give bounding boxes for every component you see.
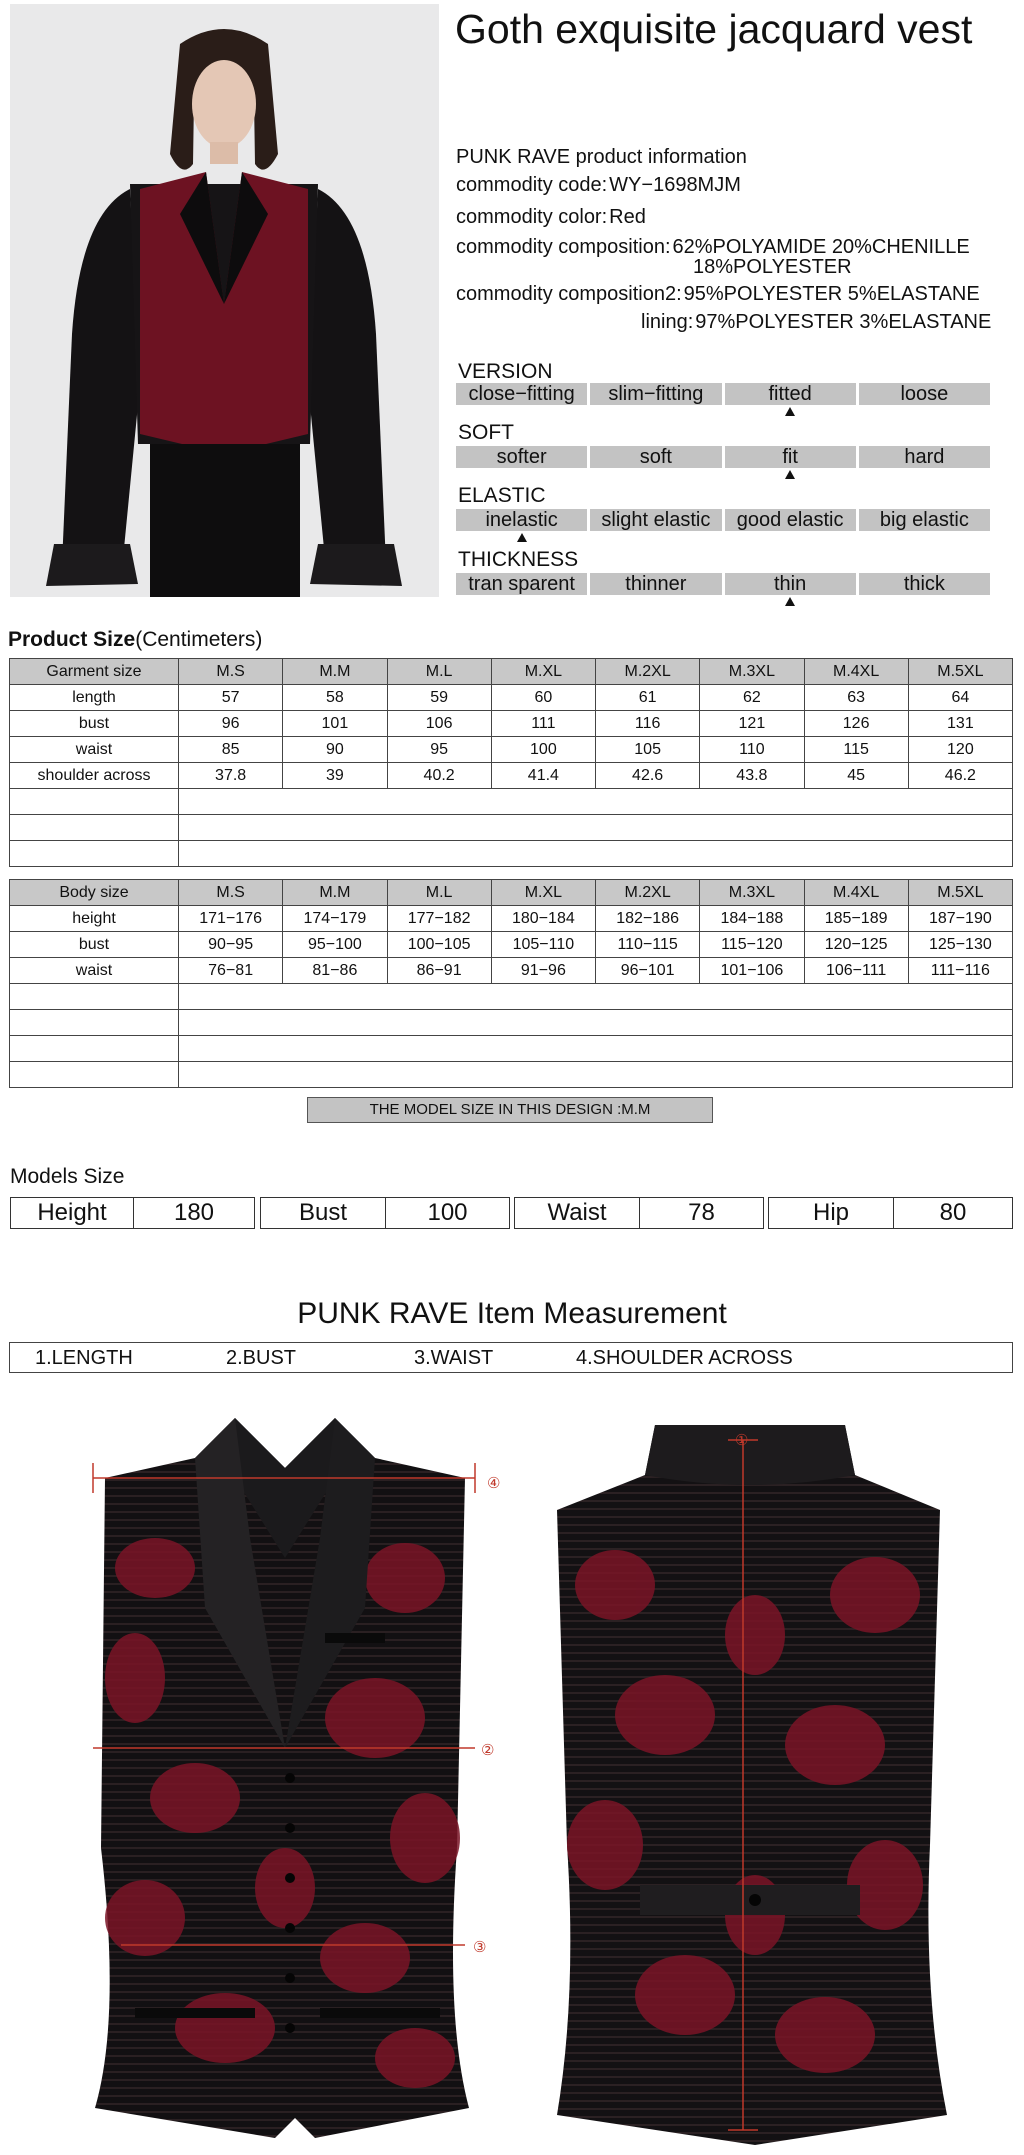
info-heading: PUNK RAVE product information <box>456 146 747 168</box>
table-cell: 177−182 <box>387 906 491 932</box>
table-cell: 64 <box>908 685 1012 711</box>
table-cell: 101−106 <box>700 958 804 984</box>
attr-option: fit <box>725 446 856 468</box>
table-cell: height <box>10 906 179 932</box>
table-cell: M.M <box>283 659 387 685</box>
table-row-empty <box>10 984 1013 1010</box>
table-cell: M.2XL <box>596 880 700 906</box>
info-value: Red <box>609 206 646 228</box>
measurement-item: 1.LENGTH <box>35 1347 133 1369</box>
table-cell: M.XL <box>491 659 595 685</box>
attr-option: soft <box>590 446 721 468</box>
table-cell: M.S <box>179 880 283 906</box>
table-cell: 120−125 <box>804 932 908 958</box>
selected-marker-icon <box>517 533 527 542</box>
table-cell: 106 <box>387 711 491 737</box>
measure-marker-1: ① <box>735 1432 749 1449</box>
table-row <box>10 958 1013 984</box>
info-label: lining: <box>641 311 694 333</box>
measure-marker-3: ③ <box>473 1939 487 1956</box>
table-cell: 111 <box>491 711 595 737</box>
table-cell: 106−111 <box>804 958 908 984</box>
table-cell <box>10 1036 179 1062</box>
table-cell: 43.8 <box>700 763 804 789</box>
attr-option: hard <box>859 446 990 468</box>
table-cell: 187−190 <box>908 906 1012 932</box>
table-cell: 126 <box>804 711 908 737</box>
vest-back-image <box>545 1415 955 2150</box>
measurement-item: 3.WAIST <box>414 1347 494 1369</box>
attr-option: loose <box>859 383 990 405</box>
attr-option: fitted <box>725 383 856 405</box>
attr-version-row <box>456 383 990 405</box>
info-commodity-composition-cont: 18%POLYESTER <box>693 256 852 278</box>
table-row <box>10 932 1013 958</box>
table-cell: bust <box>10 932 179 958</box>
info-value: 95%POLYESTER 5%ELASTANE <box>683 283 980 305</box>
table-cell: shoulder across <box>10 763 179 789</box>
table-cell: 62 <box>700 685 804 711</box>
table-cell: 184−188 <box>700 906 804 932</box>
table-cell: 61 <box>596 685 700 711</box>
selected-marker-icon <box>785 407 795 416</box>
selected-marker-icon <box>785 470 795 479</box>
measure-marker-4: ④ <box>487 1475 501 1492</box>
table-cell: M.M <box>283 880 387 906</box>
table-cell: M.4XL <box>804 880 908 906</box>
table-row-empty <box>10 841 1013 867</box>
info-value: 62%POLYAMIDE 20%CHENILLE <box>672 236 970 258</box>
models-size-label: Waist <box>515 1198 640 1228</box>
info-label: commodity composition2: <box>456 283 682 305</box>
attr-option: slight elastic <box>590 509 721 531</box>
table-cell <box>10 841 179 867</box>
table-row-empty <box>10 1062 1013 1088</box>
table-cell <box>179 984 1013 1010</box>
info-lining <box>641 311 991 334</box>
table-header-row <box>10 880 1013 906</box>
attr-option: big elastic <box>859 509 990 531</box>
table-cell: 121 <box>700 711 804 737</box>
table-cell: 131 <box>908 711 1012 737</box>
table-cell: 171−176 <box>179 906 283 932</box>
table-cell: 115−120 <box>700 932 804 958</box>
measure-marker-2: ② <box>481 1742 495 1759</box>
vest-front-image <box>85 1418 505 2148</box>
table-row-empty <box>10 1036 1013 1062</box>
table-cell: 174−179 <box>283 906 387 932</box>
table-cell: 105−110 <box>491 932 595 958</box>
models-size-heading: Models Size <box>10 1165 125 1188</box>
table-cell <box>10 984 179 1010</box>
table-cell: 86−91 <box>387 958 491 984</box>
attr-version-title: VERSION <box>458 360 553 383</box>
table-row <box>10 685 1013 711</box>
models-size-value: 180 <box>173 1199 215 1226</box>
table-cell: 40.2 <box>387 763 491 789</box>
models-size-label: Height <box>11 1198 134 1228</box>
table-cell: M.5XL <box>908 880 1012 906</box>
table-cell <box>10 1010 179 1036</box>
table-cell: 111−116 <box>908 958 1012 984</box>
attr-option: thinner <box>590 573 721 595</box>
table-cell: 81−86 <box>283 958 387 984</box>
models-size-hip <box>768 1197 1013 1229</box>
table-cell <box>179 1062 1013 1088</box>
attr-thickness-title: THICKNESS <box>458 548 579 571</box>
table-cell: 46.2 <box>908 763 1012 789</box>
table-cell: 90 <box>283 737 387 763</box>
table-cell: 125−130 <box>908 932 1012 958</box>
measurement-legend <box>9 1342 1013 1373</box>
product-size-heading <box>8 628 262 652</box>
table-cell: 115 <box>804 737 908 763</box>
models-size-height <box>10 1197 255 1229</box>
table-cell: 110−115 <box>596 932 700 958</box>
table-cell: bust <box>10 711 179 737</box>
table-header-row <box>10 659 1013 685</box>
table-cell: 60 <box>491 685 595 711</box>
info-label: commodity color: <box>456 206 608 228</box>
table-cell: 100 <box>491 737 595 763</box>
table-cell: 85 <box>179 737 283 763</box>
model-photo <box>10 4 439 597</box>
table-cell: 185−189 <box>804 906 908 932</box>
attr-option: close−fitting <box>456 383 587 405</box>
table-row <box>10 711 1013 737</box>
table-cell: M.L <box>387 880 491 906</box>
info-value: WY−1698MJM <box>609 174 741 196</box>
table-cell: 90−95 <box>179 932 283 958</box>
info-commodity-code <box>456 174 741 197</box>
table-cell: 57 <box>179 685 283 711</box>
attr-option: slim−fitting <box>590 383 721 405</box>
models-size-bust <box>260 1197 510 1229</box>
table-cell: 37.8 <box>179 763 283 789</box>
table-cell <box>179 789 1013 815</box>
table-cell: 105 <box>596 737 700 763</box>
table-cell: 41.4 <box>491 763 595 789</box>
table-row-empty <box>10 815 1013 841</box>
table-cell <box>179 1036 1013 1062</box>
table-cell: 45 <box>804 763 908 789</box>
body-size-table <box>9 879 1013 1088</box>
info-label: commodity code: <box>456 174 608 196</box>
measurement-item: 2.BUST <box>226 1347 297 1369</box>
table-cell: 120 <box>908 737 1012 763</box>
models-size-value: 78 <box>688 1199 715 1226</box>
table-row-empty <box>10 1010 1013 1036</box>
table-cell: M.3XL <box>700 659 804 685</box>
table-cell <box>10 789 179 815</box>
table-cell: 42.6 <box>596 763 700 789</box>
info-commodity-color <box>456 206 646 229</box>
table-cell: 100−105 <box>387 932 491 958</box>
table-cell: 182−186 <box>596 906 700 932</box>
table-cell: 91−96 <box>491 958 595 984</box>
table-cell <box>179 841 1013 867</box>
models-size-label: Bust <box>261 1198 386 1228</box>
product-title: Goth exquisite jacquard vest <box>455 6 973 52</box>
table-cell: 59 <box>387 685 491 711</box>
table-cell: M.2XL <box>596 659 700 685</box>
table-cell: 58 <box>283 685 387 711</box>
table-cell: Body size <box>10 880 179 906</box>
table-row <box>10 906 1013 932</box>
table-cell: M.5XL <box>908 659 1012 685</box>
table-cell: 96 <box>179 711 283 737</box>
table-cell: length <box>10 685 179 711</box>
models-size-value: 100 <box>427 1199 468 1226</box>
table-row <box>10 737 1013 763</box>
table-cell: 63 <box>804 685 908 711</box>
model-size-note: THE MODEL SIZE IN THIS DESIGN :M.M <box>307 1097 713 1123</box>
attr-soft-title: SOFT <box>458 421 514 444</box>
measurement-item: 4.SHOULDER ACROSS <box>576 1347 793 1369</box>
table-cell: M.XL <box>491 880 595 906</box>
attr-option: softer <box>456 446 587 468</box>
attr-elastic-row <box>456 509 990 531</box>
table-cell: 76−81 <box>179 958 283 984</box>
attr-option: tran sparent <box>456 573 587 595</box>
models-size-label: Hip <box>769 1198 894 1228</box>
measurement-title: PUNK RAVE Item Measurement <box>297 1297 727 1330</box>
table-cell <box>10 1062 179 1088</box>
product-size-unit: (Centimeters) <box>135 628 263 651</box>
table-cell: Garment size <box>10 659 179 685</box>
product-size-title: Product Size <box>8 628 136 651</box>
table-cell <box>179 1010 1013 1036</box>
table-cell: waist <box>10 737 179 763</box>
table-cell: 110 <box>700 737 804 763</box>
info-label: commodity composition: <box>456 236 671 258</box>
table-cell: 39 <box>283 763 387 789</box>
table-cell: M.S <box>179 659 283 685</box>
attr-option: inelastic <box>456 509 587 531</box>
table-cell <box>179 815 1013 841</box>
attr-option: good elastic <box>725 509 856 531</box>
attr-thickness-row <box>456 573 990 595</box>
table-cell: 116 <box>596 711 700 737</box>
models-size-waist <box>514 1197 764 1229</box>
models-size-value: 80 <box>939 1199 967 1226</box>
table-row <box>10 763 1013 789</box>
table-cell <box>10 815 179 841</box>
table-cell: 95−100 <box>283 932 387 958</box>
table-cell: waist <box>10 958 179 984</box>
table-cell: 95 <box>387 737 491 763</box>
table-row-empty <box>10 789 1013 815</box>
selected-marker-icon <box>785 597 795 606</box>
attr-soft-row <box>456 446 990 468</box>
table-cell: M.4XL <box>804 659 908 685</box>
table-cell: 96−101 <box>596 958 700 984</box>
attr-option: thick <box>859 573 990 595</box>
garment-size-table <box>9 658 1013 867</box>
table-cell: M.L <box>387 659 491 685</box>
info-value: 97%POLYESTER 3%ELASTANE <box>695 311 992 333</box>
table-cell: M.3XL <box>700 880 804 906</box>
attr-option: thin <box>725 573 856 595</box>
table-cell: 180−184 <box>491 906 595 932</box>
info-commodity-composition2 <box>456 283 980 306</box>
attr-elastic-title: ELASTIC <box>458 484 546 507</box>
table-cell: 101 <box>283 711 387 737</box>
